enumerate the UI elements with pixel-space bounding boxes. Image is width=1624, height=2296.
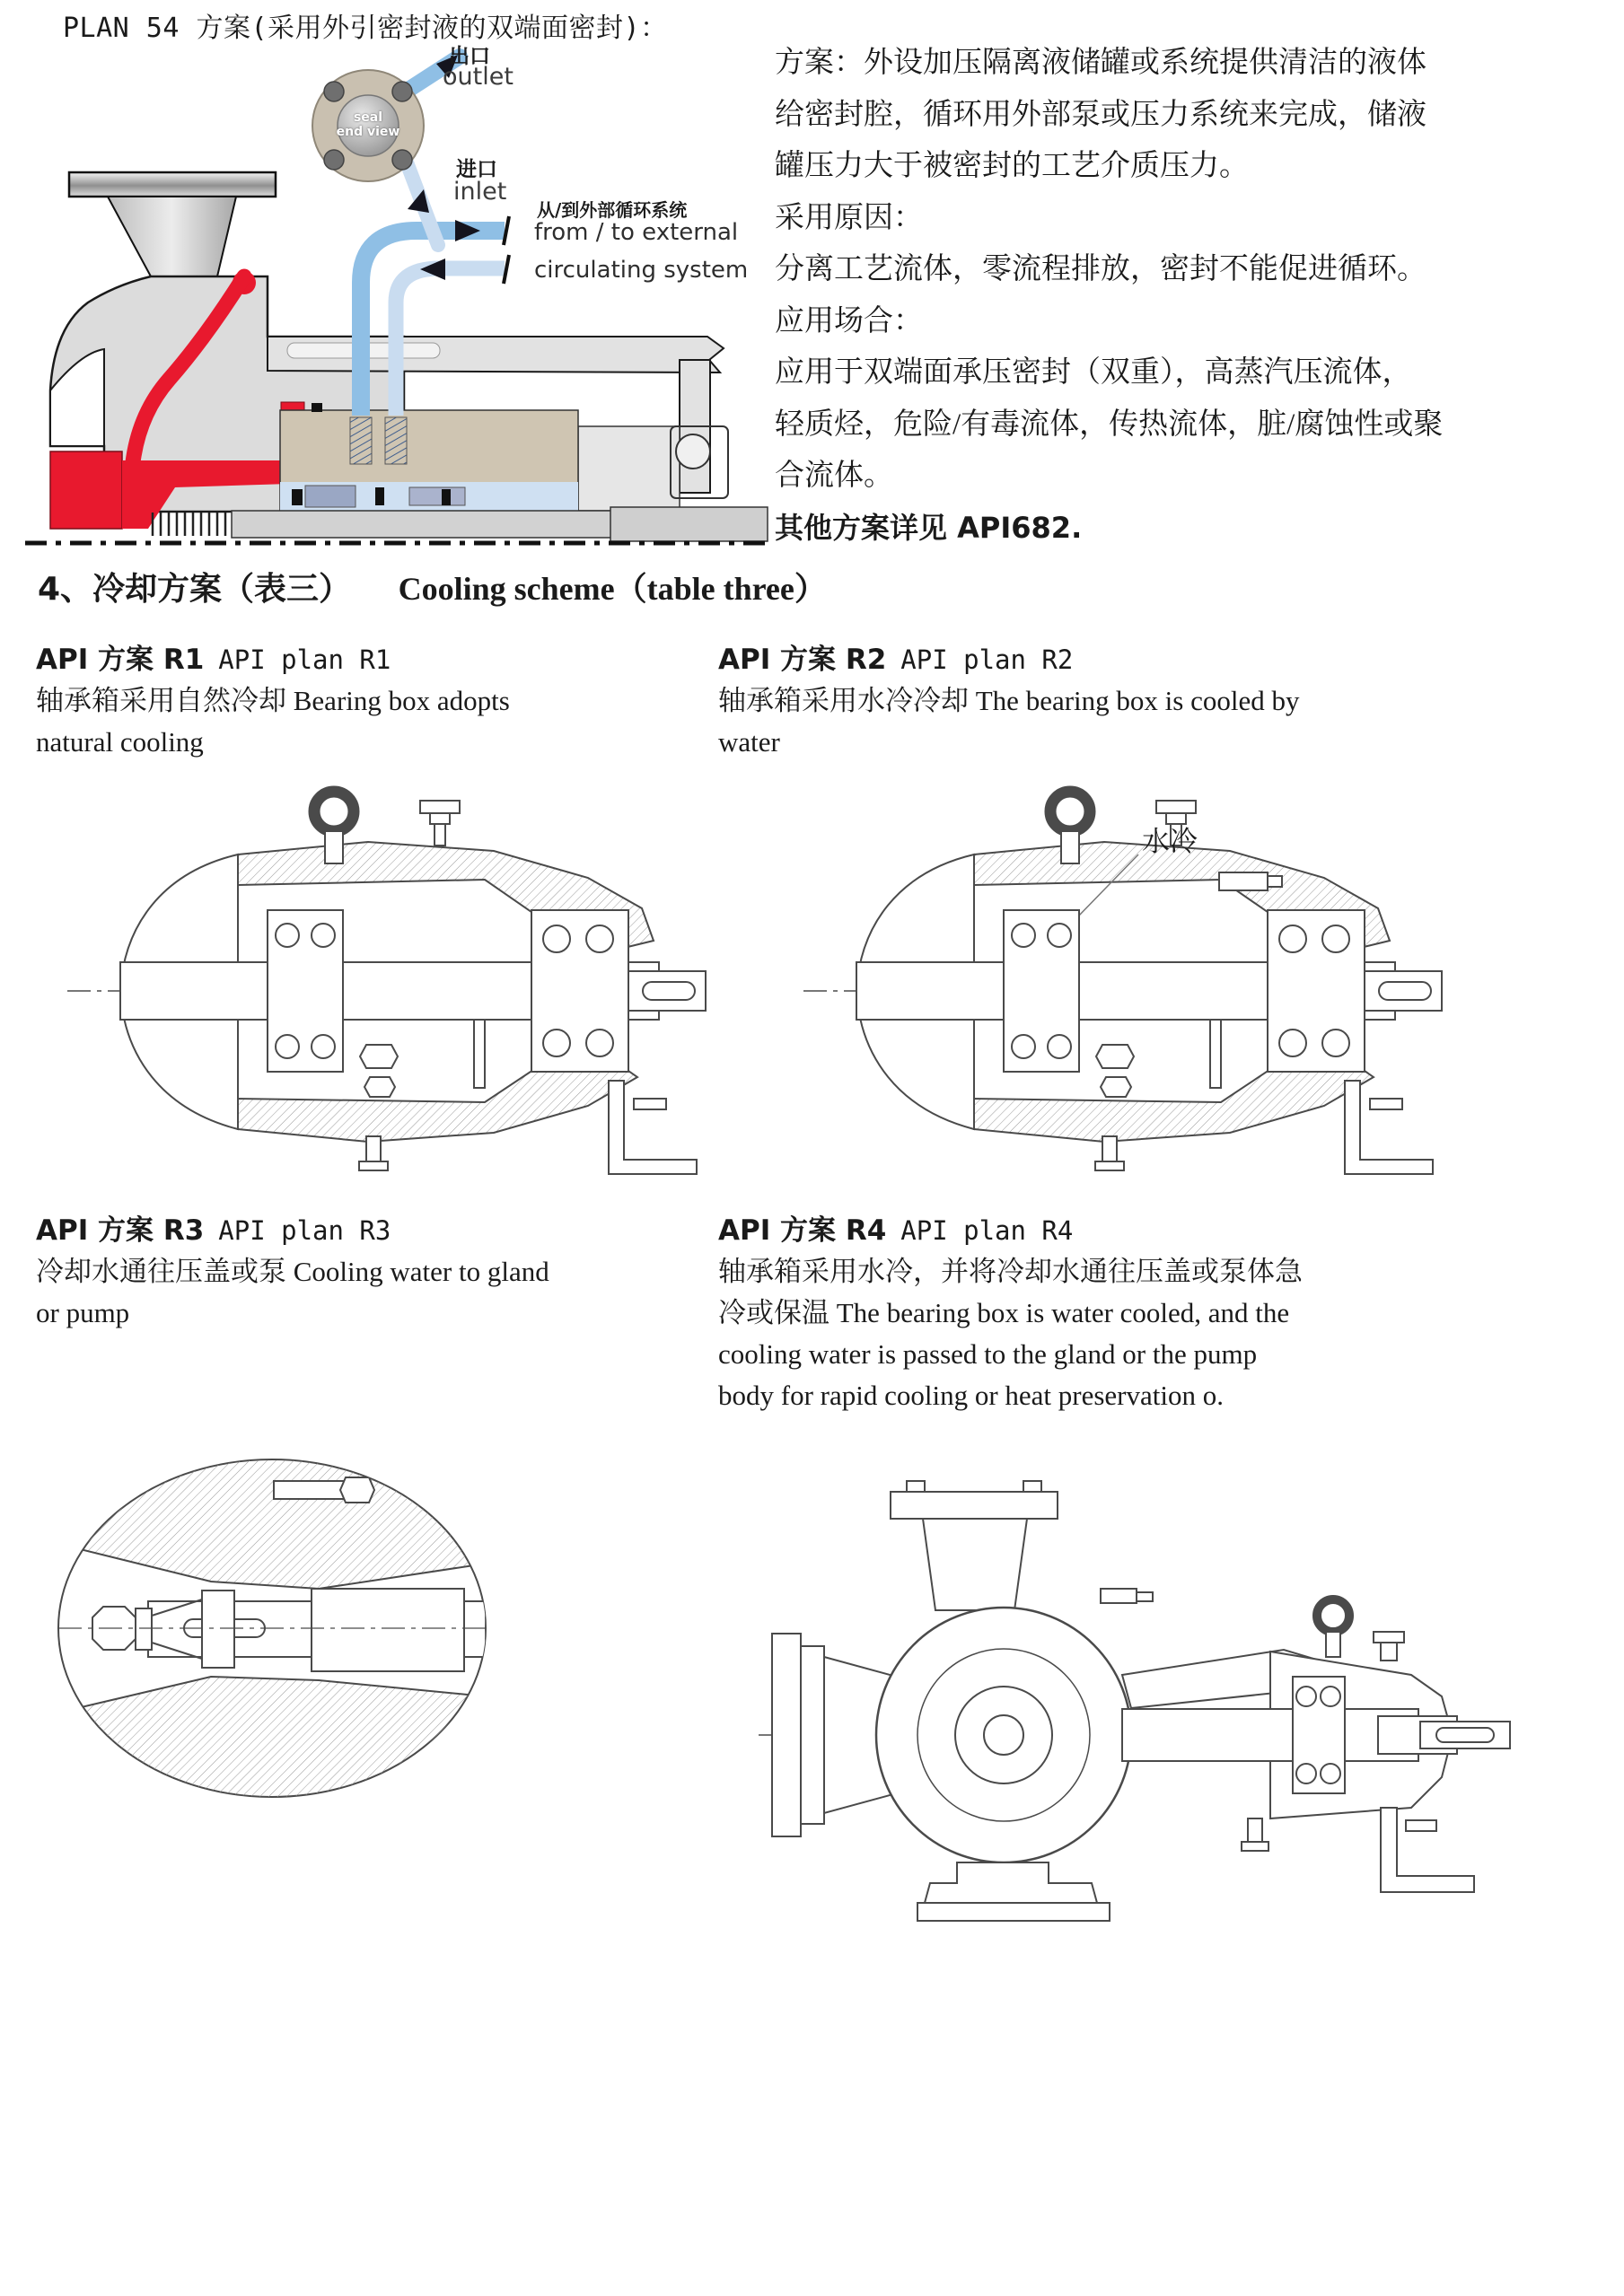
flange-bolt	[392, 82, 412, 101]
plan-title: API 方案 R3 API plan R3	[36, 1214, 391, 1247]
drain-plug	[366, 1136, 381, 1163]
outlet-label-zh: 出口	[449, 45, 490, 68]
oil-plug-cap	[1156, 801, 1196, 813]
pump-foot-base	[917, 1903, 1110, 1921]
pump-foot	[925, 1862, 1097, 1903]
drain-cap	[1095, 1161, 1124, 1170]
api-plan-r4-drawing	[745, 1461, 1526, 1946]
water-cooling-annotation: 水冷	[1142, 826, 1198, 857]
seal-ring-2	[375, 487, 384, 505]
seal-set-screw	[312, 403, 322, 412]
page-title: PLAN 54 方案(采用外引密封液的双端面密封)：	[63, 13, 668, 44]
plan-line: 轴承箱采用水冷冷却 The bearing box is cooled by	[718, 685, 1300, 716]
drain-cap	[359, 1161, 388, 1170]
plan54-description	[775, 38, 1443, 554]
eye-bolt-stem	[1326, 1632, 1340, 1657]
discharge-flange	[891, 1492, 1058, 1519]
shaft-sleeve	[202, 1591, 234, 1668]
water-cooling-boss	[1219, 872, 1268, 890]
plan-line: 轴承箱采用水冷，并将冷却水通往压盖或泵体急	[718, 1256, 1303, 1287]
bearing-left	[1004, 910, 1079, 1072]
api-plan-r1-drawing	[63, 783, 709, 1194]
eye-bolt-stem	[325, 831, 343, 863]
water-cooling-nipple	[1268, 876, 1282, 887]
flange-bolt	[392, 150, 412, 170]
hex-bolt	[1101, 1077, 1131, 1097]
flange-bolt	[907, 1481, 925, 1492]
volute-red-block	[50, 451, 122, 529]
bearing-bracket	[578, 426, 680, 511]
flange-bolt	[324, 150, 344, 170]
section-heading-zh: 4、冷却方案（表三）	[38, 571, 352, 608]
oil-plug-stem	[435, 824, 445, 846]
shaft-fins	[153, 513, 225, 536]
eye-bolt-stem	[1061, 831, 1079, 863]
eye-bolt	[1317, 1599, 1349, 1632]
plan-line: 轴承箱采用自然冷却 Bearing box adopts	[36, 685, 510, 716]
desc-line: 罐压力大于被密封的工艺介质压力。	[775, 150, 1249, 182]
plan-line: cooling water is passed to the gland or the pump	[718, 1338, 1258, 1370]
external-system-label-zh: 从/到外部循环系统	[537, 199, 688, 221]
bearing-right	[1268, 910, 1365, 1072]
api-plan-r2-drawing	[799, 783, 1445, 1194]
desc-line: 轻质烃，危险/有毒流体，传热流体，脏/腐蚀性或聚	[775, 407, 1444, 441]
seal-ring-1	[292, 489, 303, 505]
flange-bolt	[324, 82, 344, 101]
stud	[1210, 1020, 1221, 1088]
oil-plug-stem	[1381, 1643, 1397, 1661]
casing-stud	[274, 1481, 346, 1499]
pump-shaft-sleeve	[232, 511, 618, 538]
oil-plug-cap	[1374, 1632, 1404, 1643]
external-system-label-en1: from / to external	[534, 219, 739, 246]
eye-bolt	[1050, 792, 1090, 831]
inlet-label-zh: 进口	[456, 158, 497, 181]
stud	[474, 1020, 485, 1088]
seal-face-right	[409, 487, 465, 505]
plan-line: body for rapid cooling or heat preservation o.	[718, 1380, 1224, 1411]
plan-title: API 方案 R2 API plan R2	[718, 644, 1074, 676]
api-plan-r3-drawing	[49, 1456, 498, 1815]
suction-flange-hub	[801, 1646, 824, 1824]
hex-bolt	[360, 1045, 398, 1068]
plan-line: natural cooling	[36, 726, 204, 758]
desc-line: 合流体。	[775, 460, 893, 492]
api-plan-r2-text	[718, 639, 1299, 763]
shaft	[1122, 1709, 1418, 1761]
plan-title: API 方案 R4 API plan R4	[718, 1214, 1074, 1247]
desc-line: 分离工艺流体，零流程排放，密封不能促进循环。	[775, 253, 1426, 285]
shaft-keyway	[643, 982, 695, 1000]
shaft-step	[312, 1589, 464, 1671]
seal-end-view-label: seal end view	[336, 110, 400, 139]
desc-line: 采用原因：	[775, 201, 923, 234]
drain-plug	[1102, 1136, 1117, 1163]
casing-bolt-nut	[1137, 1592, 1153, 1601]
foot-bolt	[634, 1099, 666, 1109]
bearing-right	[531, 910, 628, 1072]
section-heading	[38, 564, 827, 609]
seal-spring-right	[385, 417, 407, 464]
external-system-label-en2: circulating system	[534, 257, 749, 284]
impeller-washer	[136, 1608, 152, 1650]
plan-line: or pump	[36, 1297, 130, 1328]
bearing-left	[268, 910, 343, 1072]
inlet-label-en: inlet	[453, 178, 507, 206]
desc-line: 应用场合：	[775, 304, 923, 337]
outlet-label-en: outlet	[443, 63, 514, 91]
support-foot	[1345, 1081, 1433, 1174]
ball-bearing	[676, 434, 710, 469]
api-plan-r1-text	[36, 639, 510, 763]
desc-line: 给密封腔，循环用外部泵或压力系统来完成，储液	[775, 98, 1426, 131]
casing-bolt	[1101, 1589, 1137, 1603]
drain-cap	[1242, 1842, 1268, 1851]
hex-bolt	[364, 1077, 395, 1097]
casing-section-bottom	[58, 1677, 486, 1811]
api-plan-r4-text	[718, 1210, 1303, 1416]
section-heading-en: Cooling scheme（table three）	[398, 571, 827, 607]
api-plan-r3-text	[36, 1210, 549, 1334]
seal-spring-left	[350, 417, 372, 464]
discharge-neck	[108, 197, 236, 276]
plan-line: water	[718, 726, 780, 758]
shaft-keyway	[1436, 1728, 1494, 1742]
seal-face-left	[305, 486, 356, 507]
plan-line: 冷却水通往压盖或泵 Cooling water to gland	[36, 1256, 549, 1287]
shaft-end	[610, 507, 768, 541]
seal-ring-3	[442, 489, 451, 505]
desc-line: 应用于双端面承压密封（双重），高蒸汽压流体，	[775, 356, 1412, 389]
stud-nut	[340, 1477, 374, 1503]
bearing-block	[1293, 1677, 1345, 1793]
shaft-keyway	[1379, 982, 1431, 1000]
plan-line: 冷或保温 The bearing box is water cooled, and the	[718, 1297, 1290, 1328]
oil-plug-neck	[430, 813, 450, 824]
foot-bolt	[1370, 1099, 1402, 1109]
plan-title: API 方案 R1 API plan R1	[36, 644, 391, 676]
suction-flange	[772, 1634, 801, 1836]
discharge-flange	[69, 172, 276, 197]
desc-line: 方案：外设加压隔离液储罐或系统提供清洁的液体	[775, 47, 1426, 79]
drain-plug	[1248, 1818, 1262, 1844]
desc-line-bold: 其他方案详见 API682.	[775, 510, 1083, 545]
volute-casing	[876, 1608, 1131, 1862]
support-foot	[609, 1081, 697, 1174]
hex-bolt	[1096, 1045, 1134, 1068]
discharge-neck	[923, 1519, 1027, 1610]
flange-bolt	[1023, 1481, 1041, 1492]
oil-plug-cap	[420, 801, 460, 813]
foot-bolt	[1406, 1820, 1436, 1831]
eye-bolt	[314, 792, 354, 831]
